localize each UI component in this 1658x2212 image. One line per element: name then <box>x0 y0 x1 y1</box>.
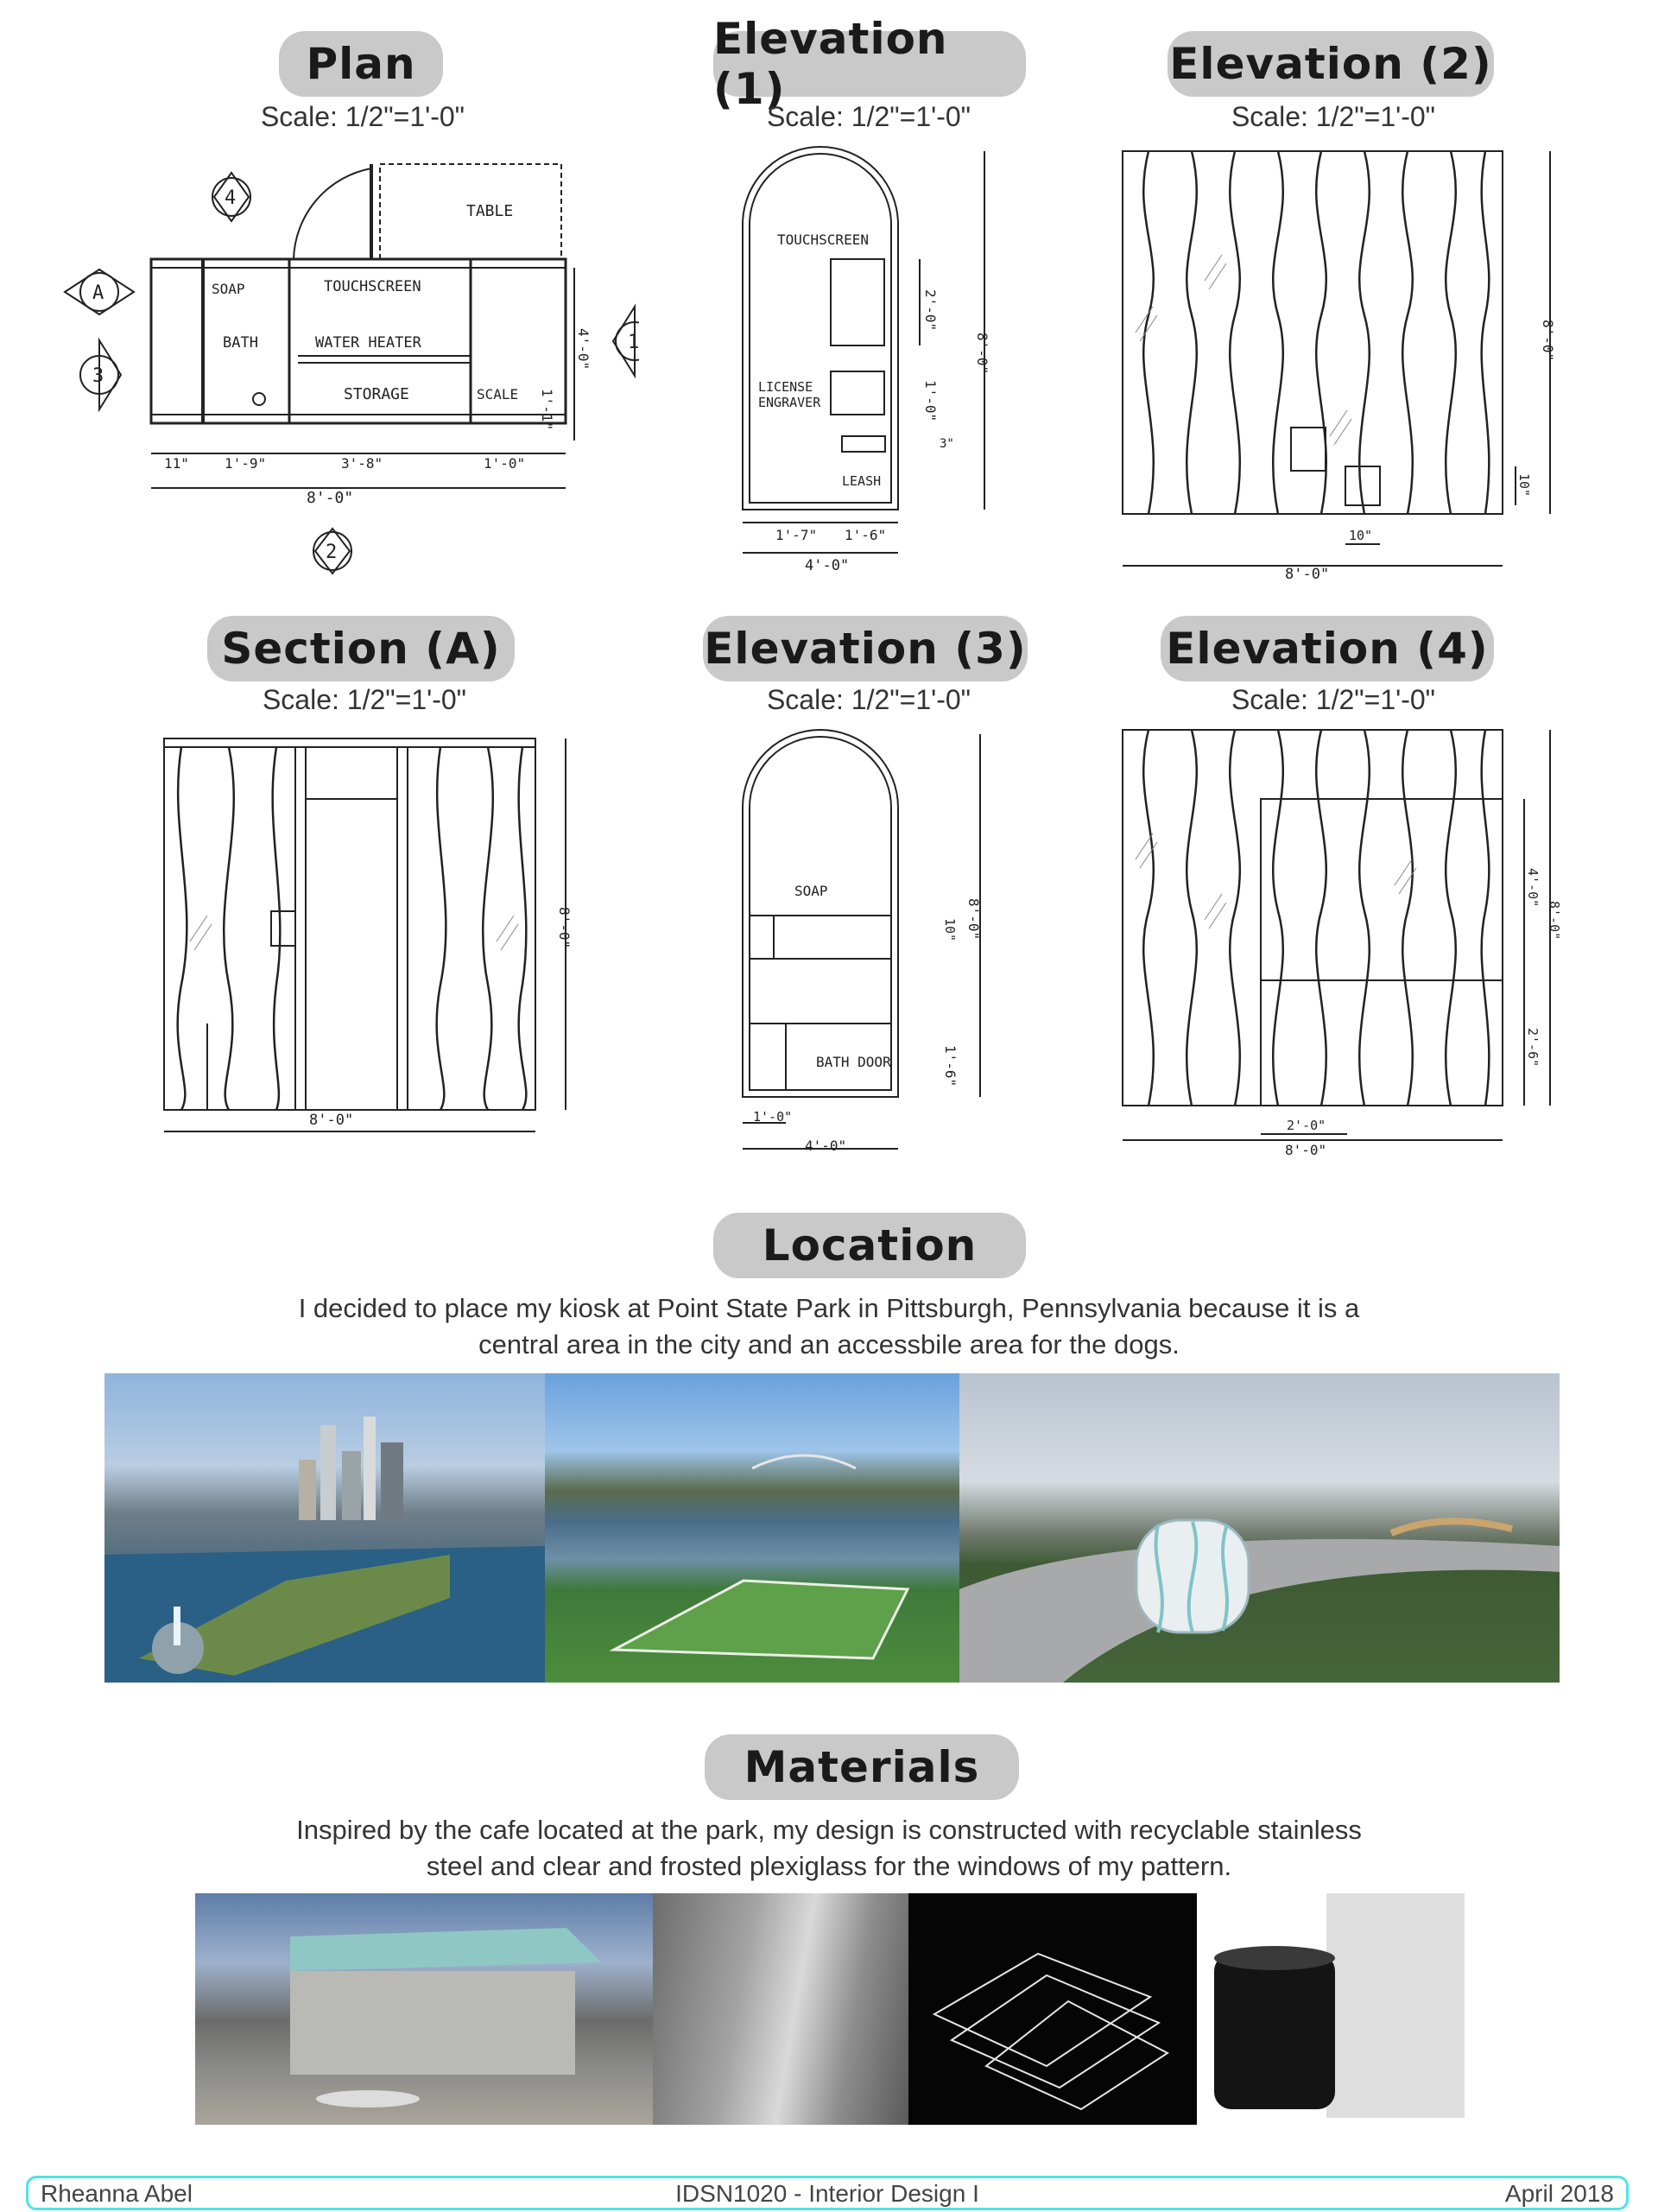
elev1-label-leash: LEASH <box>842 473 882 489</box>
plan-title: Plan <box>279 31 443 97</box>
elev3-label-soap: SOAP <box>794 883 828 899</box>
elev2-dim-v2: 10" <box>1516 473 1532 498</box>
elev4-dim-total: 8'-0" <box>1285 1142 1327 1158</box>
materials-text-line1: Inspired by the cafe located at the park, my design is constructed with recyclable stainless <box>296 1815 1362 1845</box>
elev4-dim-1: 2'-0" <box>1287 1118 1326 1133</box>
elev3-dim-v2: 8'-0" <box>965 898 982 941</box>
elev1-dim-v1: 2'-0" <box>922 289 939 332</box>
footer-author: Rheanna Abel <box>41 2180 193 2207</box>
plan-label-table: TABLE <box>466 202 514 220</box>
location-text-line1: I decided to place my kiosk at Point State Park in Pittsburgh, Pennsylvania because it is a <box>298 1293 1360 1323</box>
elev3-dim-total: 4'-0" <box>805 1138 847 1154</box>
elevation-4-scale: Scale: 1/2"=1'-0" <box>1231 684 1436 715</box>
elev1-dim-2: 1'-6" <box>845 527 887 543</box>
footer-bar <box>26 2176 1629 2210</box>
elevation-3-scale: Scale: 1/2"=1'-0" <box>766 684 971 715</box>
elev3-dim-v3: 1'-6" <box>942 1045 959 1087</box>
materials-text-line2: steel and clear and frosted plexiglass for the windows of my pattern. <box>426 1851 1232 1881</box>
elev1-dim-v4: 3" <box>940 437 954 451</box>
plan-dim-v1: 4'-0" <box>575 328 592 371</box>
location-title: Location <box>713 1213 1026 1278</box>
elev1-dim-total: 4'-0" <box>805 557 850 574</box>
elevation-3-drawing <box>734 721 1010 1162</box>
section-a-drawing <box>155 726 579 1140</box>
elevation-1-drawing <box>734 138 1010 579</box>
plan-marker-A: A <box>92 282 104 304</box>
elevation-2-drawing <box>1114 143 1572 583</box>
plan-marker-2: 2 <box>326 542 338 563</box>
footer-date: April 2018 <box>1504 2180 1614 2207</box>
plan-scale: Scale: 1/2"=1'-0" <box>260 101 465 132</box>
plan-label-bath: BATH <box>223 334 258 352</box>
elev1-dim-v3: 1'-0" <box>922 380 939 422</box>
elev4-dim-v3: 2'-6" <box>1525 1028 1541 1068</box>
elevation-4-title: Elevation (4) <box>1161 616 1494 681</box>
location-photo-city-aerial <box>104 1373 545 1683</box>
location-text-line2: central area in the city and an accessbile area for the dogs. <box>478 1329 1180 1360</box>
elevation-2-scale: Scale: 1/2"=1'-0" <box>1231 101 1436 132</box>
elev3-dim-1: 1'-0" <box>753 1109 793 1125</box>
plan-dim-1: 11" <box>164 455 189 472</box>
elevation-1-title: Elevation (1) <box>713 31 1026 97</box>
elev1-label-touchscreen: TOUCHSCREEN <box>777 231 869 248</box>
plan-marker-3: 3 <box>92 365 104 387</box>
plan-label-water-heater: WATER HEATER <box>315 334 421 352</box>
plan-dim-3: 3'-8" <box>341 455 383 472</box>
elev3-label-bath-door: BATH DOOR <box>816 1054 891 1070</box>
plan-label-scale: SCALE <box>477 386 519 402</box>
plan-dim-v2: 1'-1" <box>539 389 555 431</box>
section-a-dim-v1: 8'-0" <box>556 907 573 949</box>
elevation-4-drawing <box>1114 721 1572 1162</box>
plan-marker-1: 1 <box>628 332 639 353</box>
materials-photo-cafe <box>195 1893 653 2125</box>
elev4-dim-v1: 4'-0" <box>1525 868 1541 908</box>
plan-label-touchscreen: TOUCHSCREEN <box>324 278 421 295</box>
elev2-dim-v1: 8'-0" <box>1540 320 1556 362</box>
elev1-dim-1: 1'-7" <box>775 527 818 543</box>
plan-drawing <box>52 155 639 587</box>
section-a-dim-total: 8'-0" <box>309 1112 354 1129</box>
materials-title: Materials <box>705 1734 1019 1800</box>
location-photo-kiosk-render <box>959 1373 1560 1683</box>
plan-dim-2: 1'-9" <box>225 455 267 472</box>
materials-photo-clear-plexiglass <box>908 1893 1197 2125</box>
elevation-1-scale: Scale: 1/2"=1'-0" <box>766 101 971 132</box>
footer-course: IDSN1020 - Interior Design I <box>675 2180 979 2207</box>
section-a-title: Section (A) <box>207 616 515 681</box>
elev1-label-engraver: ENGRAVER <box>758 395 821 410</box>
elev2-dim-total: 8'-0" <box>1285 566 1330 583</box>
elev4-dim-v2: 8'-0" <box>1547 901 1562 941</box>
materials-photo-frosted-plexiglass <box>1197 1893 1465 2125</box>
location-photo-park-aerial <box>545 1373 959 1683</box>
elevation-3-title: Elevation (3) <box>703 616 1028 681</box>
elevation-2-title: Elevation (2) <box>1168 31 1494 97</box>
plan-marker-4: 4 <box>225 187 237 209</box>
materials-photo-steel <box>653 1893 908 2125</box>
elev2-dim-1: 10" <box>1349 528 1373 543</box>
elev3-dim-v1: 10" <box>942 918 958 942</box>
plan-label-storage: STORAGE <box>344 385 409 403</box>
plan-dim-4: 1'-0" <box>484 455 526 472</box>
plan-label-soap: SOAP <box>212 281 245 297</box>
elev1-label-license: LICENSE <box>758 379 813 395</box>
plan-dim-total: 8'-0" <box>307 489 354 507</box>
section-a-scale: Scale: 1/2"=1'-0" <box>262 684 467 715</box>
elev1-dim-v2: 8'-0" <box>974 333 990 375</box>
